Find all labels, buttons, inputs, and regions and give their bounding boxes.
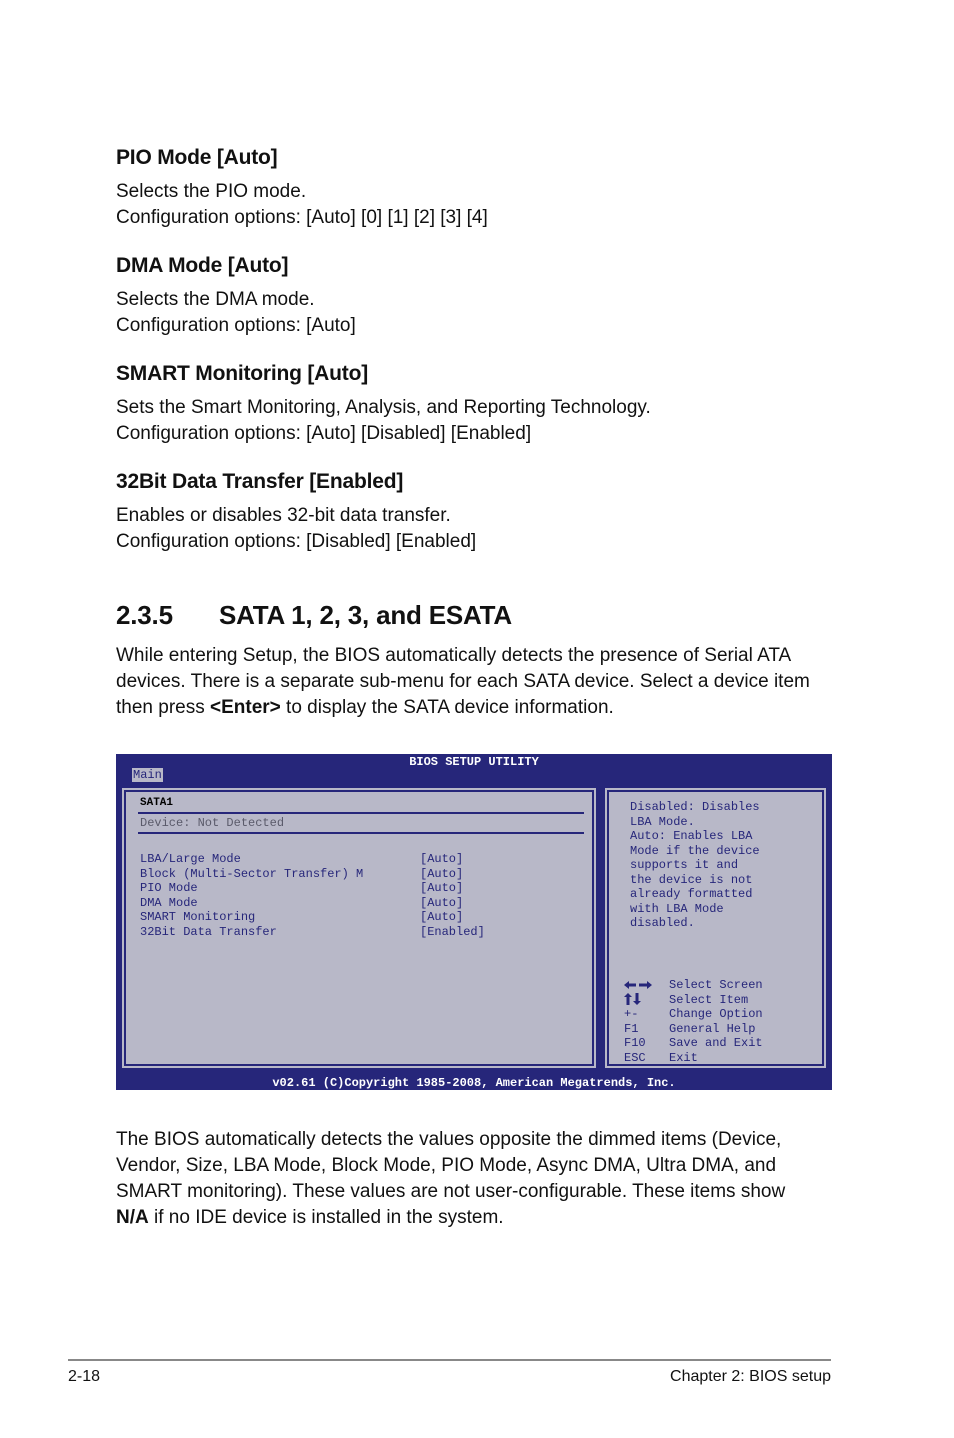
bios-item-value-block[interactable]: [Auto] [420,866,464,881]
bios-item-label-pio[interactable]: PIO Mode [140,881,198,895]
bios-help-panel [603,786,828,1070]
pio-mode-line-2: Configuration options: [Auto] [0] [1] [2] [3] [4] [116,207,488,228]
bios-item-value-smart[interactable]: [Auto] [420,910,464,924]
bios-settings-panel [120,786,598,1070]
bios-copyright-footer: v02.61 (C)Copyright 1985-2008, American Megatrends, Inc. [116,1076,832,1090]
key-action-change-option: Change Option [669,1007,763,1021]
bios-divider-bottom [138,832,584,834]
bios-item-value-lba[interactable]: [Auto] [420,852,464,866]
smart-monitoring-line-2: Configuration options: [Auto] [Disabled] [Enabled] [116,423,532,444]
intro-line-3 [116,695,836,721]
bios-help-line-8: with LBA Mode [630,901,724,916]
bios-device-line: Device: Not Detected [140,816,285,830]
intro-line-3-pre: then press [116,697,210,718]
bios-help-line-4: Mode if the device [630,843,760,858]
key-action-exit: Exit [669,1050,698,1065]
dma-mode-line-1: Selects the DMA mode. [116,289,315,310]
left-right-arrows-icon [624,980,652,990]
bios-help-line-6: the device is not [630,872,753,887]
intro-line-3-post: to display the SATA device information. [280,697,614,718]
data-transfer-line-1: Enables or disables 32-bit data transfer. [116,505,451,526]
up-down-arrows-icon [624,993,642,1005]
bios-help-line-5: supports it and [630,858,739,872]
outro-paragraph [116,1127,836,1231]
section-number: 2.3.5 [116,600,173,630]
smart-monitoring-heading: SMART Monitoring [Auto] [116,362,368,385]
bios-item-label-lba[interactable]: LBA/Large Mode [140,852,241,866]
bios-item-label-block[interactable]: Block (Multi-Sector Transfer) M [140,866,364,881]
dma-mode-line-2: Configuration options: [Auto] [116,315,356,336]
bios-main-area [116,782,832,1076]
bios-item-value-dma[interactable]: [Auto] [420,895,464,910]
section-title: SATA 1, 2, 3, and ESATA [219,600,513,630]
key-esc: ESC [624,1050,646,1065]
enter-key-label: <Enter> [210,697,281,718]
smart-monitoring-line-1: Sets the Smart Monitoring, Analysis, and Reporting Technology. [116,397,651,418]
key-f1: F1 [624,1021,639,1036]
outro-line-1: The BIOS automatically detects the values opposite the dimmed items (Device, [116,1129,782,1150]
key-action-select-screen: Select Screen [669,978,763,992]
key-action-select-item: Select Item [669,992,749,1007]
data-transfer-desc [116,503,476,555]
page-number: 2-18 [68,1368,101,1385]
na-label: N/A [116,1207,149,1228]
bios-item-value-pio[interactable]: [Auto] [420,881,464,895]
smart-monitoring-desc [116,395,651,447]
bios-item-label-smart[interactable]: SMART Monitoring [140,910,256,924]
section-heading [116,600,512,631]
bios-help-line-9: disabled. [630,916,695,930]
bios-item-label-dma[interactable]: DMA Mode [140,895,198,910]
outro-line-3: SMART monitoring). These values are not user-configurable. These items show [116,1181,786,1202]
outro-line-4-post: if no IDE device is installed in the system. [148,1207,504,1228]
bios-help-line-7: already formatted [630,887,753,901]
intro-line-1: While entering Setup, the BIOS automatically detects the presence of Serial ATA [116,645,792,666]
bios-screenshot [116,754,832,1090]
key-change-option: +- [624,1007,639,1021]
bios-item-value-32bit[interactable]: [Enabled] [420,924,485,939]
bios-title: BIOS SETUP UTILITY [409,755,539,769]
dma-mode-heading: DMA Mode [Auto] [116,254,289,277]
pio-mode-line-1: Selects the PIO mode. [116,181,307,202]
outro-line-2: Vendor, Size, LBA Mode, Block Mode, PIO Mode, Async DMA, Ultra DMA, and [116,1155,777,1176]
key-action-save-exit: Save and Exit [669,1036,763,1050]
intro-line-2: devices. There is a separate sub-menu for each SATA device. Select a device item [116,671,810,692]
bios-help-line-1: Disabled: Disables [630,800,760,814]
bios-tab-main[interactable]: Main [133,768,162,782]
pio-mode-heading: PIO Mode [Auto] [116,146,278,169]
bios-panel-heading: SATA1 [140,797,174,809]
bios-help-line-3: Auto: Enables LBA [630,829,753,843]
bios-item-label-32bit[interactable]: 32Bit Data Transfer [140,924,277,939]
bios-divider-top [138,812,584,814]
bios-title-bar [116,754,832,782]
key-action-general-help: General Help [669,1021,756,1036]
dma-mode-desc [116,287,356,339]
footer-rule [68,1359,831,1361]
key-f10: F10 [624,1036,646,1050]
outro-line-4 [116,1205,836,1231]
pio-mode-desc [116,179,488,231]
intro-paragraph [116,643,836,721]
data-transfer-line-2: Configuration options: [Disabled] [Enabled] [116,531,477,552]
data-transfer-heading: 32Bit Data Transfer [Enabled] [116,470,404,493]
bios-help-line-2: LBA Mode. [630,814,695,829]
chapter-label: Chapter 2: BIOS setup [670,1368,831,1385]
